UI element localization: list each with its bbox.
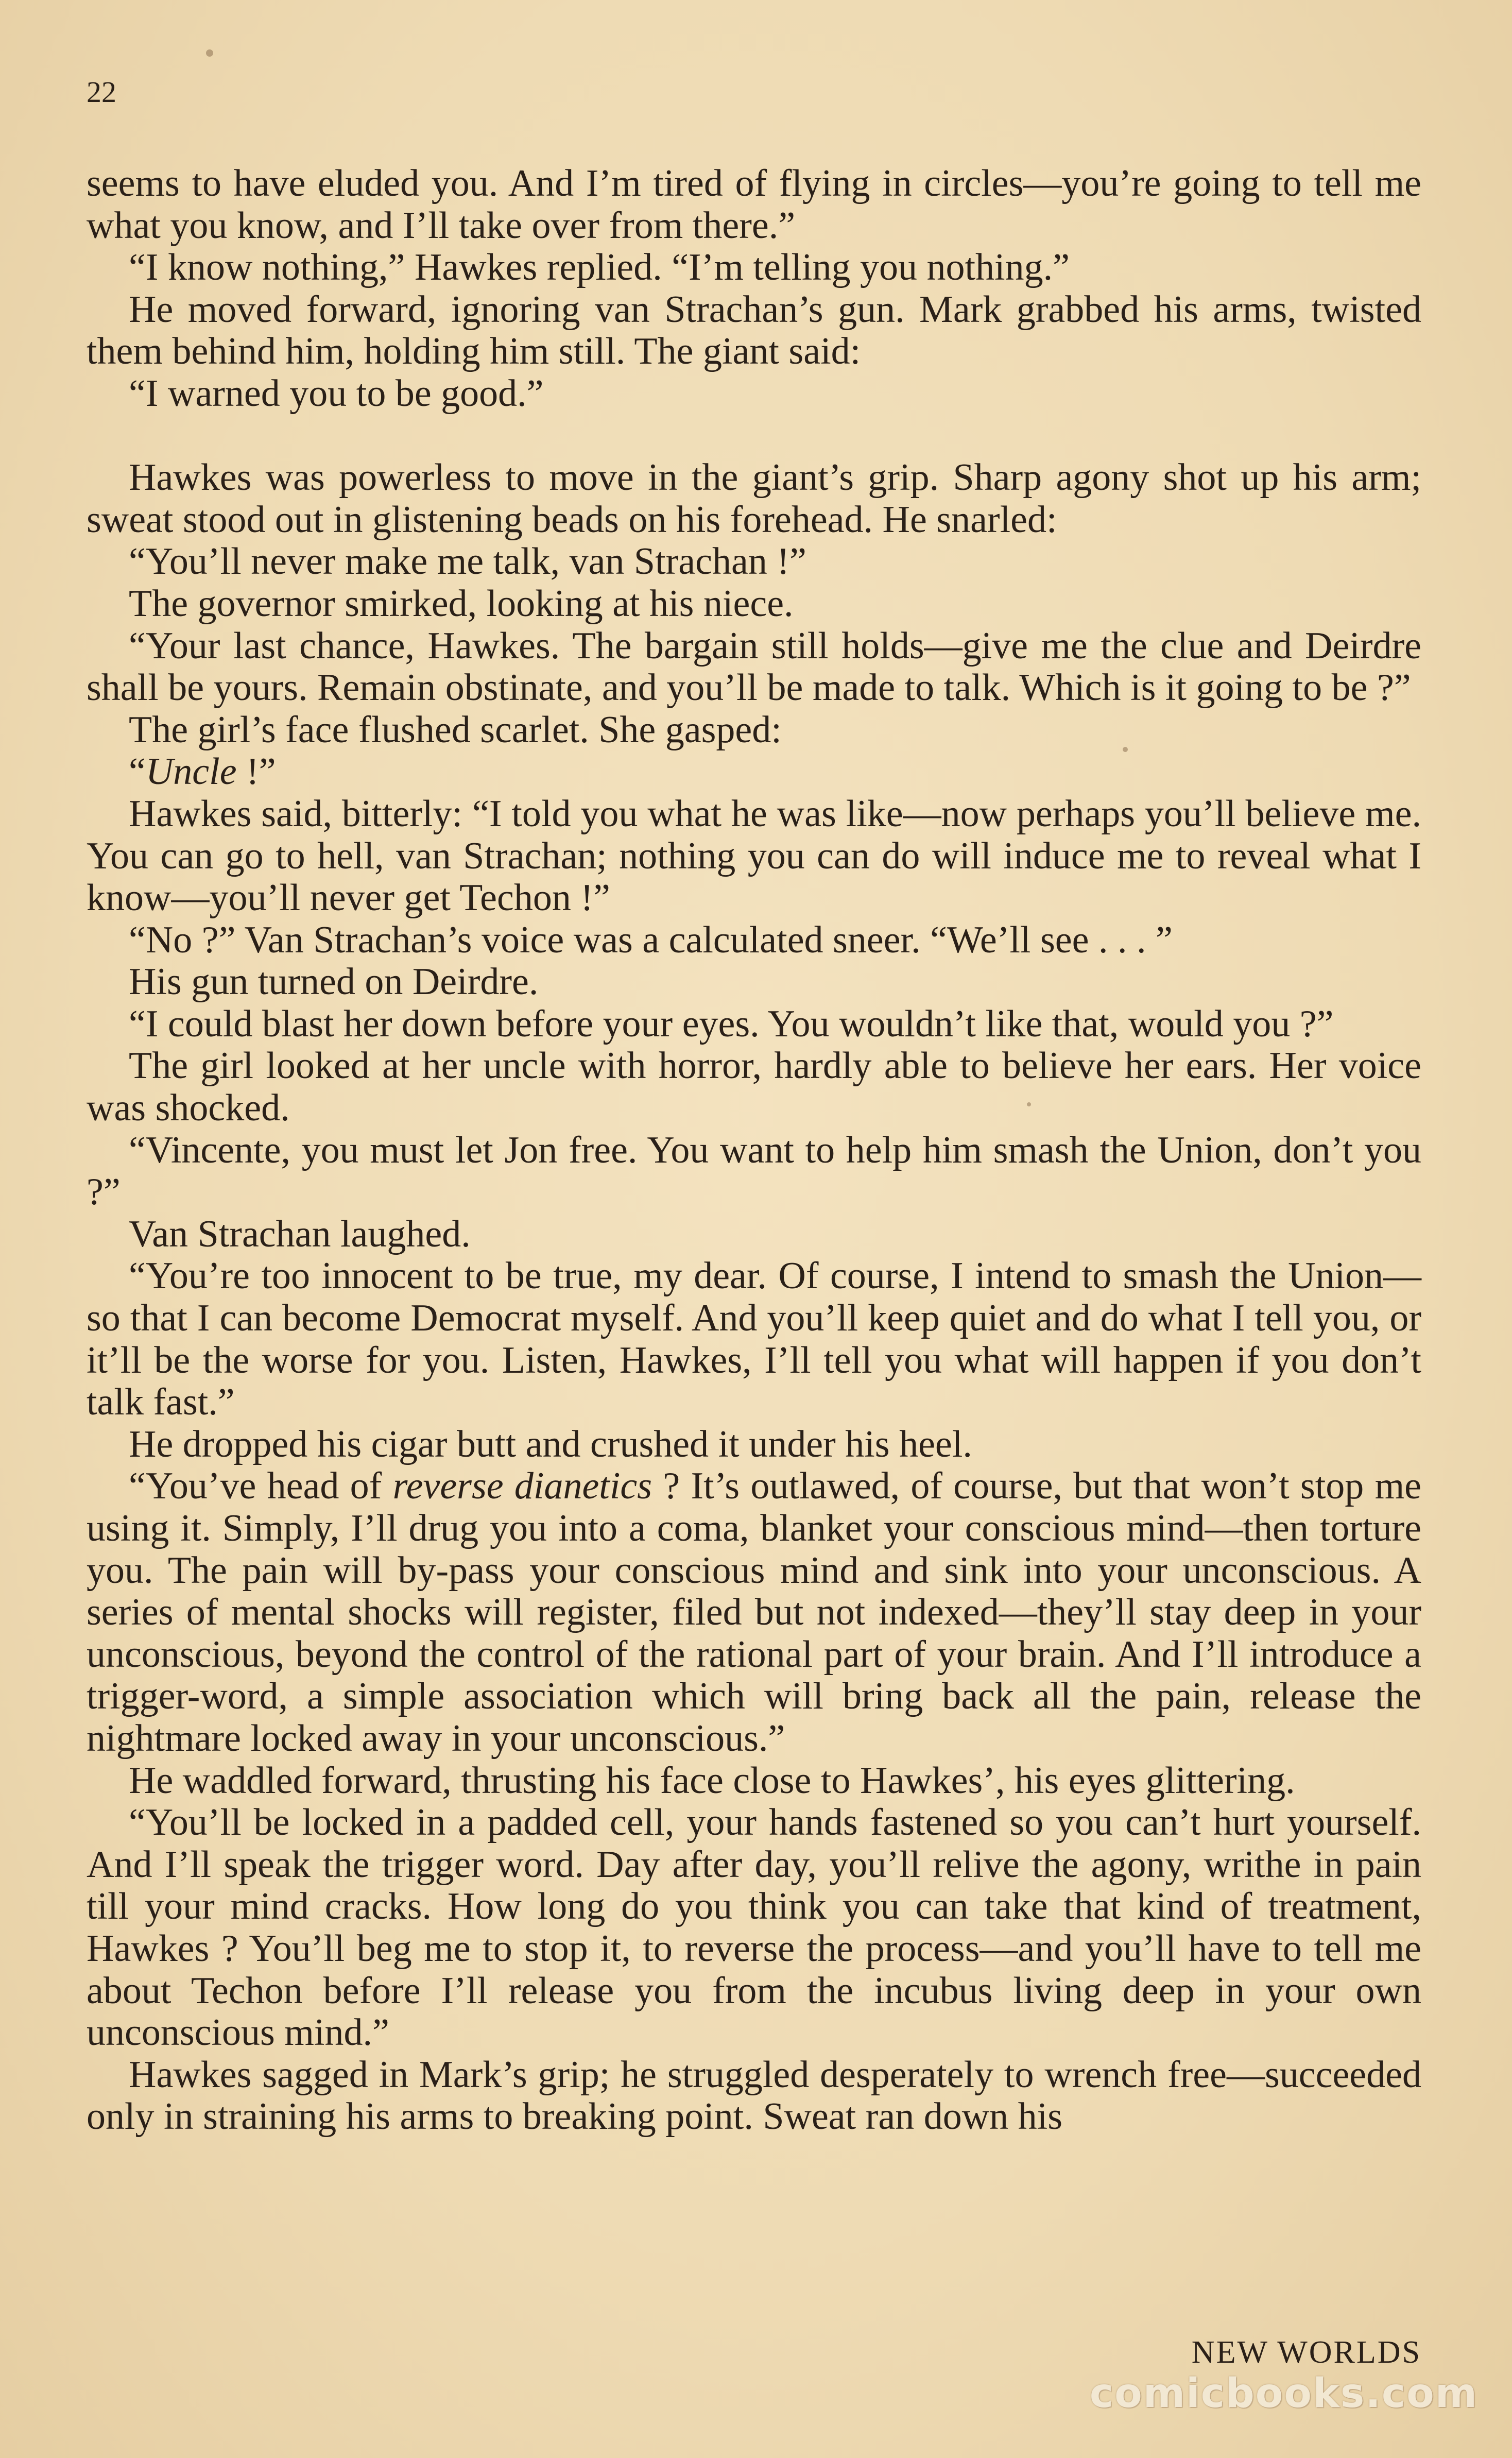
story-paragraph — [87, 1802, 1421, 2054]
story-paragraph — [87, 289, 1421, 373]
story-paragraph — [87, 541, 1421, 583]
story-paragraph — [87, 1424, 1421, 1466]
paragraph-text: “You’ll be locked in a padded cell, your hands fastened so you can’t hurt yourself. And I’ll speak the trigger word. Day after day, you’ll relive the agony, writhe in pain till your mind cracks. How long do you think you can take that kind of treatment, Hawkes ? You’ll beg me to stop it, to reverse the process—and you’ll have to tell me about Techon before I’ll release you from the incubus living deep in your own unconscious mind.” — [87, 1801, 1421, 2054]
paragraph-text: “You’re too innocent to be true, my dear. Of course, I intend to smash the Union—so that I can become Democrat myself. And you’ll keep quiet and do what I tell you, or it’ll be the worse for you. Listen, Hawkes, I’ll tell you what will happen if you don’t talk fast.” — [87, 1255, 1421, 1424]
paragraph-text: His gun turned on Deirdre. — [129, 961, 539, 1003]
paragraph-text: “I could blast her down before your eyes. You wouldn’t like that, would you ?” — [129, 1002, 1334, 1045]
page-number: 22 — [87, 75, 116, 109]
story-paragraph — [87, 709, 1421, 752]
paragraph-text: “I warned you to be good.” — [129, 372, 544, 415]
story-paragraph — [87, 1465, 1421, 1760]
paragraph-text: The governor smirked, looking at his niece. — [129, 582, 794, 625]
story-paragraph — [87, 1760, 1421, 1802]
paragraph-text: “Vincente, you must let Jon free. You want to help him smash the Union, don’t you ?” — [87, 1129, 1421, 1214]
paragraph-text: Hawkes said, bitterly: “I told you what he was like—now perhaps you’ll believe me. You can go to hell, van Strachan; nothing you can do will induce me to reveal what I know—you’ll never get Techon !” — [87, 792, 1421, 919]
story-paragraph — [87, 1255, 1421, 1423]
story-paragraph — [87, 919, 1421, 962]
story-paragraph — [87, 793, 1421, 919]
publication-title: NEW WORLDS — [1191, 2335, 1421, 2370]
story-paragraph — [87, 2054, 1421, 2138]
paragraph-text: He dropped his cigar butt and crushed it under his heel. — [129, 1423, 972, 1465]
story-paragraph — [87, 625, 1421, 709]
paragraph-text: “You’ll never make me talk, van Strachan !” — [129, 540, 806, 583]
paragraph-text: He moved forward, ignoring van Strachan’s gun. Mark grabbed his arms, twisted them behind him, holding him still. The giant said: — [87, 288, 1421, 373]
story-paragraph — [87, 1045, 1421, 1129]
story-paragraph — [87, 1214, 1421, 1256]
paragraph-text: He waddled forward, thrusting his face close to Hawkes’, his eyes glittering. — [129, 1759, 1295, 1802]
story-paragraph — [87, 163, 1421, 247]
paragraph-text: The girl looked at her uncle with horror, hardly able to believe her ears. Her voice was shocked. — [87, 1045, 1421, 1130]
paragraph-text: The girl’s face flushed scarlet. She gasped: — [129, 708, 782, 751]
paragraph-text: ? It’s outlawed, of course, but that won’t stop me using it. Simply, I’ll drug you into a coma, blanket your conscious mind—then torture you. The pain will by-pass your conscious mind and sink into your unconscious. A series of mental shocks will register, filed but not indexed—they’ll stay deep in your unconscious, beyond the control of the rational part of your brain. And I’ll introduce a trigger-word, a simple association which will bring back all the pain, release the nightmare locked away in your unconscious.” — [87, 1465, 1421, 1760]
italic-text: Uncle — [145, 750, 237, 793]
story-paragraph — [87, 751, 1421, 793]
story-paragraph — [87, 1130, 1421, 1214]
story-paragraph — [87, 583, 1421, 625]
story-paragraph — [87, 457, 1421, 541]
italic-text: reverse dianetics — [392, 1465, 652, 1508]
story-text — [87, 163, 1421, 2138]
paragraph-text: Hawkes sagged in Mark’s grip; he struggled desperately to wrench free—succeeded only in straining his arms to breaking point. Sweat ran down his — [87, 2053, 1421, 2138]
story-paragraph — [87, 1003, 1421, 1046]
paragraph-text: !” — [236, 750, 276, 793]
story-paragraph — [87, 247, 1421, 289]
story-paragraph — [87, 961, 1421, 1003]
paragraph-text: “I know nothing,” Hawkes replied. “I’m telling you nothing.” — [129, 246, 1070, 289]
paragraph-text: “Your last chance, Hawkes. The bargain still holds—give me the clue and Deirdre shall be yours. Remain obstinate, and you’ll be made to talk. Which is it going to be ?” — [87, 624, 1421, 709]
paragraph-text: Hawkes was powerless to move in the giant’s grip. Sharp agony shot up his arm; sweat stood out in glistening beads on his forehead. He snarled: — [87, 456, 1421, 541]
story-paragraph — [87, 373, 1421, 415]
paragraph-text: “You’ve head of — [129, 1465, 393, 1508]
print-speck — [206, 49, 213, 57]
paragraph-text: Van Strachan laughed. — [129, 1213, 471, 1255]
paragraph-text: “No ?” Van Strachan’s voice was a calculated sneer. “We’ll see . . . ” — [129, 918, 1173, 961]
watermark: comicbooks.com — [1089, 2370, 1478, 2417]
paragraph-text: “ — [129, 750, 146, 793]
paragraph-text: seems to have eluded you. And I’m tired of flying in circles—you’re going to tell me what you know, and I’ll take over from there.” — [87, 162, 1421, 247]
